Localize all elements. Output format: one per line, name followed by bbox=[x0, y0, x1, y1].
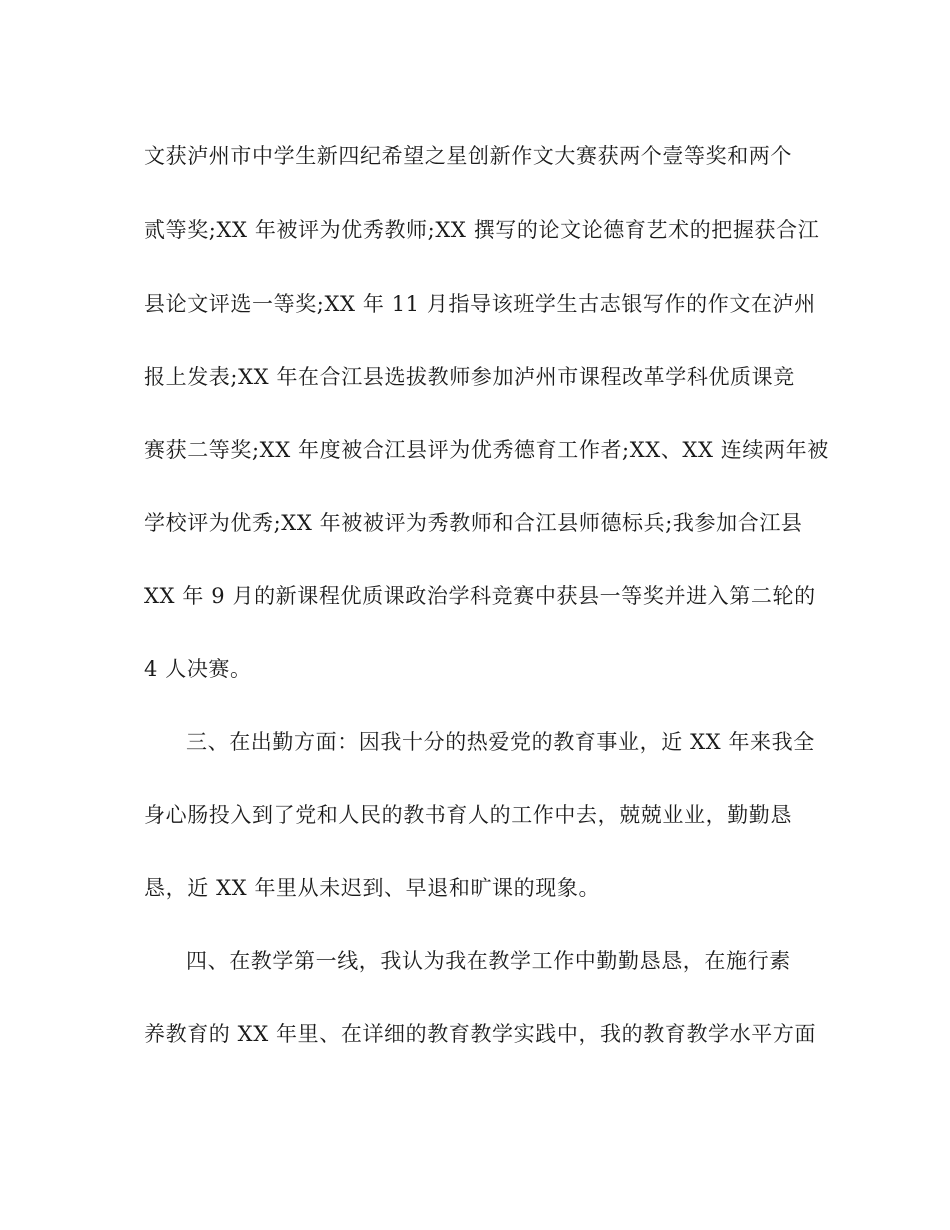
text-line: 文获泸州市中学生新四纪希望之星创新作文大赛获两个壹等奖和两个 bbox=[144, 144, 792, 168]
text-line: 贰等奖;XX 年被评为优秀教师;XX 撰写的论文论德育艺术的把握获合江 bbox=[144, 218, 820, 242]
text-line: 恳，近 XX 年里从未迟到、早退和旷课的现象。 bbox=[144, 876, 601, 900]
text-line: 赛获二等奖;XX 年度被合江县评为优秀德育工作者;XX、XX 连续两年被 bbox=[144, 438, 829, 462]
text-line: 养教育的 XX 年里、在详细的教育教学实践中，我的教育教学水平方面 bbox=[144, 1022, 817, 1046]
text-line: 报上发表;XX 年在合江县选拔教师参加泸州市课程改革学科优质课竞 bbox=[144, 365, 795, 389]
paragraph-start-line: 三、在出勤方面：因我十分的热爱党的教育事业，近 XX 年来我全 bbox=[186, 730, 815, 754]
text-line: 学校评为优秀;XX 年被被评为秀教师和合江县师德标兵;我参加合江县 bbox=[144, 511, 803, 535]
text-line: 身心肠投入到了党和人民的教书育人的工作中去，兢兢业业，勤勤恳 bbox=[144, 803, 792, 827]
text-line: 4 人决赛。 bbox=[144, 657, 252, 681]
paragraph-start-line: 四、在教学第一线，我认为我在教学工作中勤勤恳恳，在施行素 bbox=[186, 949, 791, 973]
text-line: XX 年 9 月的新课程优质课政治学科竞赛中获县一等奖并进入第二轮的 bbox=[144, 584, 816, 608]
text-line: 县论文评选一等奖;XX 年 11 月指导该班学生古志银写作的作文在泸州 bbox=[144, 292, 816, 316]
